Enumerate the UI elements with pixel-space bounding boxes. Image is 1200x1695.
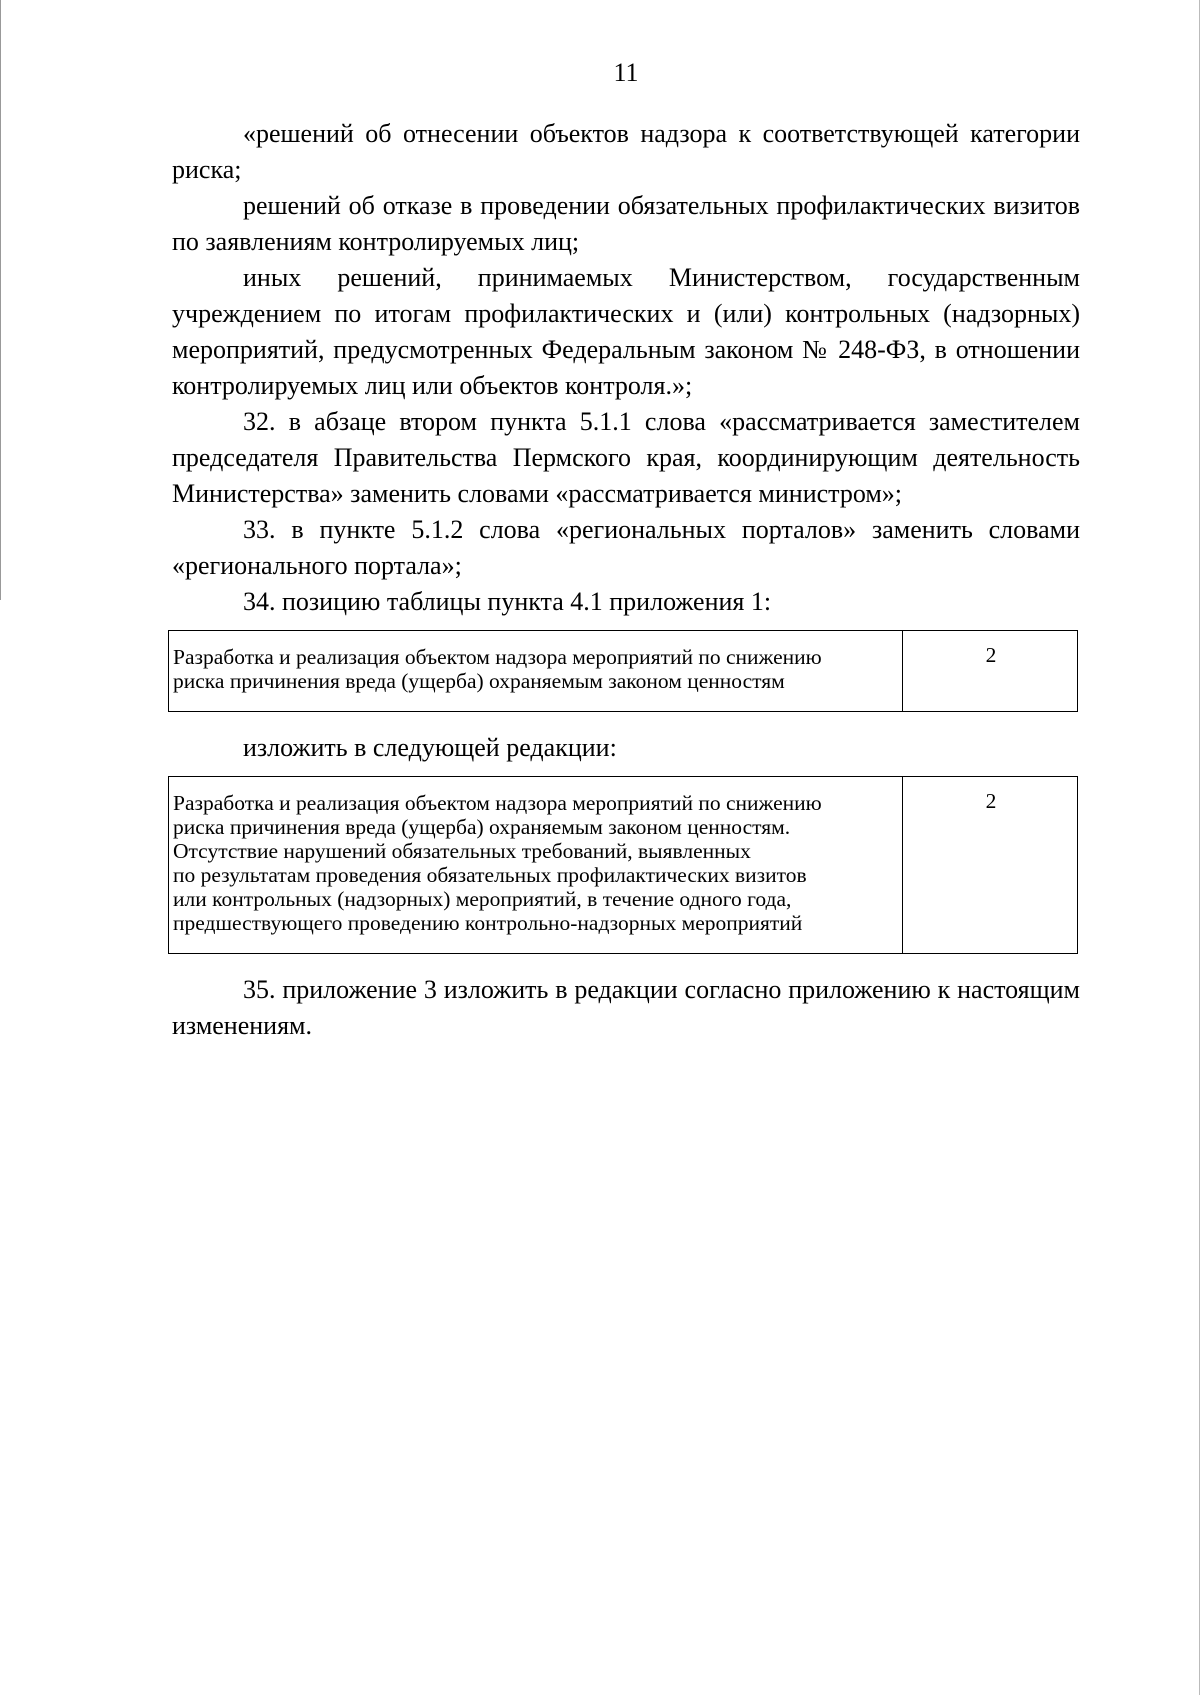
- scan-edge-left: [0, 0, 1, 600]
- paragraph-item-35: 35. приложение 3 изложить в редакции согласно приложению к настоящим изменениям.: [172, 975, 1080, 1040]
- paragraph-3: иных решений, принимаемых Министерством, государственным учреждением по итогам профилактических и (или) контрольных (надзорных) мероприятий, предусмотренных Федеральным законом № 248-ФЗ, в отношении контролируемых лиц или объектов контроля.»;: [172, 263, 1080, 400]
- paragraph-new-edition: изложить в следующей редакции:: [243, 733, 617, 762]
- table-new-position: [168, 776, 1078, 954]
- paragraph-1: «решений об отнесении объектов надзора к соответствующей категории риска;: [172, 119, 1080, 184]
- table-cell-value: 2: [903, 631, 1078, 712]
- table-line: Разработка и реализация объектом надзора мероприятий по снижению: [173, 791, 822, 815]
- page-number: 11: [613, 58, 639, 87]
- paragraph-item-33: 33. в пункте 5.1.2 слова «региональных порталов» заменить словами «регионального портала»;: [172, 515, 1080, 580]
- table-line: по результатам проведения обязательных профилактических визитов: [173, 863, 807, 887]
- table-line: Отсутствие нарушений обязательных требований, выявленных: [173, 839, 751, 863]
- table-line: или контрольных (надзорных) мероприятий, в течение одного года,: [173, 887, 792, 911]
- table-row: [169, 631, 1078, 712]
- paragraph-2: решений об отказе в проведении обязательных профилактических визитов по заявлениям контролируемых лиц;: [172, 191, 1080, 256]
- table-old-position: [168, 630, 1078, 712]
- document-body: [172, 116, 1080, 1044]
- table-row: [169, 777, 1078, 954]
- table-cell-text: [169, 631, 903, 712]
- table-cell-value: 2: [903, 777, 1078, 954]
- table-cell-text: [169, 777, 903, 954]
- table-line: риска причинения вреда (ущерба) охраняемым законом ценностям.: [173, 815, 791, 839]
- table-line: предшествующего проведению контрольно-надзорных мероприятий: [173, 911, 803, 935]
- paragraph-item-34: 34. позицию таблицы пункта 4.1 приложения 1:: [243, 587, 772, 616]
- table-line: Разработка и реализация объектом надзора мероприятий по снижению: [173, 645, 822, 669]
- table-line: риска причинения вреда (ущерба) охраняемым законом ценностям: [173, 669, 785, 693]
- paragraph-item-32: 32. в абзаце втором пункта 5.1.1 слова «рассматривается заместителем председателя Правительства Пермского края, координирующим деятельность Министерства» заменить словами «рассматривается министром»;: [172, 407, 1080, 508]
